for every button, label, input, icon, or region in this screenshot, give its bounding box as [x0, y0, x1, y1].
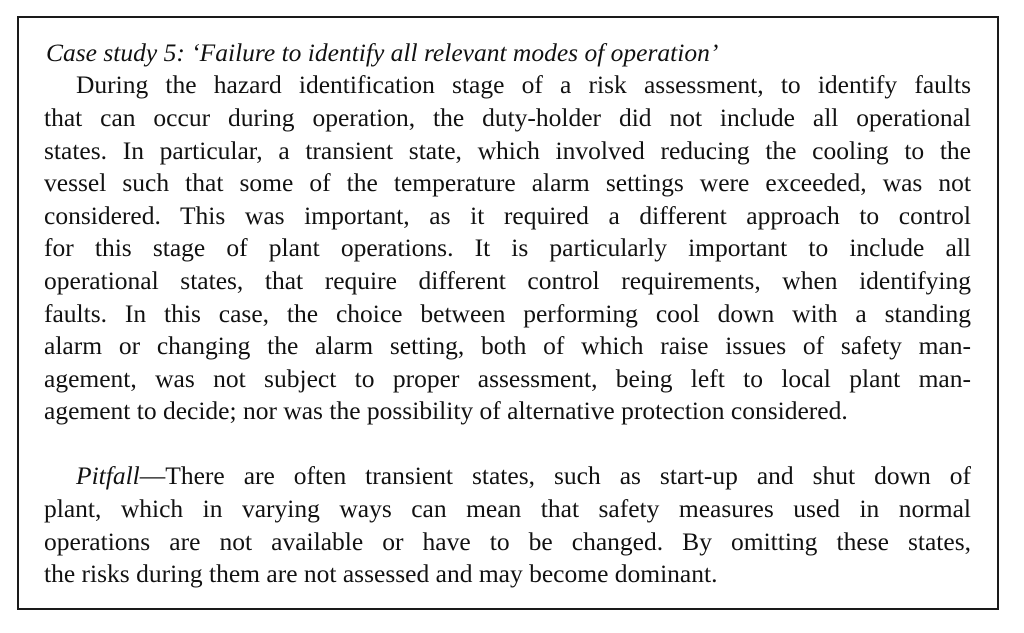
- body-line-5: considered. This was important, as it required a different approach to control: [44, 201, 971, 230]
- pitfall-line-1-text: —There are often transient states, such as start-up and shut down of: [139, 461, 971, 490]
- body-line-9: alarm or changing the alarm setting, both of which raise issues of safety man-: [44, 331, 971, 360]
- case-study-title: Case study 5: ‘Failure to identify all relevant modes of operation’: [46, 38, 719, 67]
- pitfall-label: Pitfall: [76, 461, 140, 490]
- body-line-11: agement to decide; nor was the possibility of alternative protection considered.: [44, 396, 848, 425]
- pitfall-line-2: plant, which in varying ways can mean that safety measures used in normal: [44, 494, 971, 523]
- pitfall-line-3: operations are not available or have to be changed. By omitting these states,: [44, 527, 971, 556]
- pitfall-line-4: the risks during them are not assessed and may become dominant.: [44, 559, 718, 588]
- body-line-3: states. In particular, a transient state, which involved reducing the cooling to the: [44, 136, 971, 165]
- body-line-7: operational states, that require different control requirements, when identifying: [44, 266, 971, 295]
- body-line-2: that can occur during operation, the duty-holder did not include all operational: [44, 103, 971, 132]
- body-line-6: for this stage of plant operations. It is particularly important to include all: [44, 233, 971, 262]
- pitfall-line-1: [76, 461, 971, 491]
- body-line-10: agement, was not subject to proper assessment, being left to local plant man-: [44, 364, 971, 393]
- body-line-1: During the hazard identification stage of a risk assessment, to identify faults: [76, 70, 971, 99]
- body-line-4: vessel such that some of the temperature alarm settings were exceeded, was not: [44, 168, 971, 197]
- body-line-8: faults. In this case, the choice between performing cool down with a standing: [44, 299, 971, 328]
